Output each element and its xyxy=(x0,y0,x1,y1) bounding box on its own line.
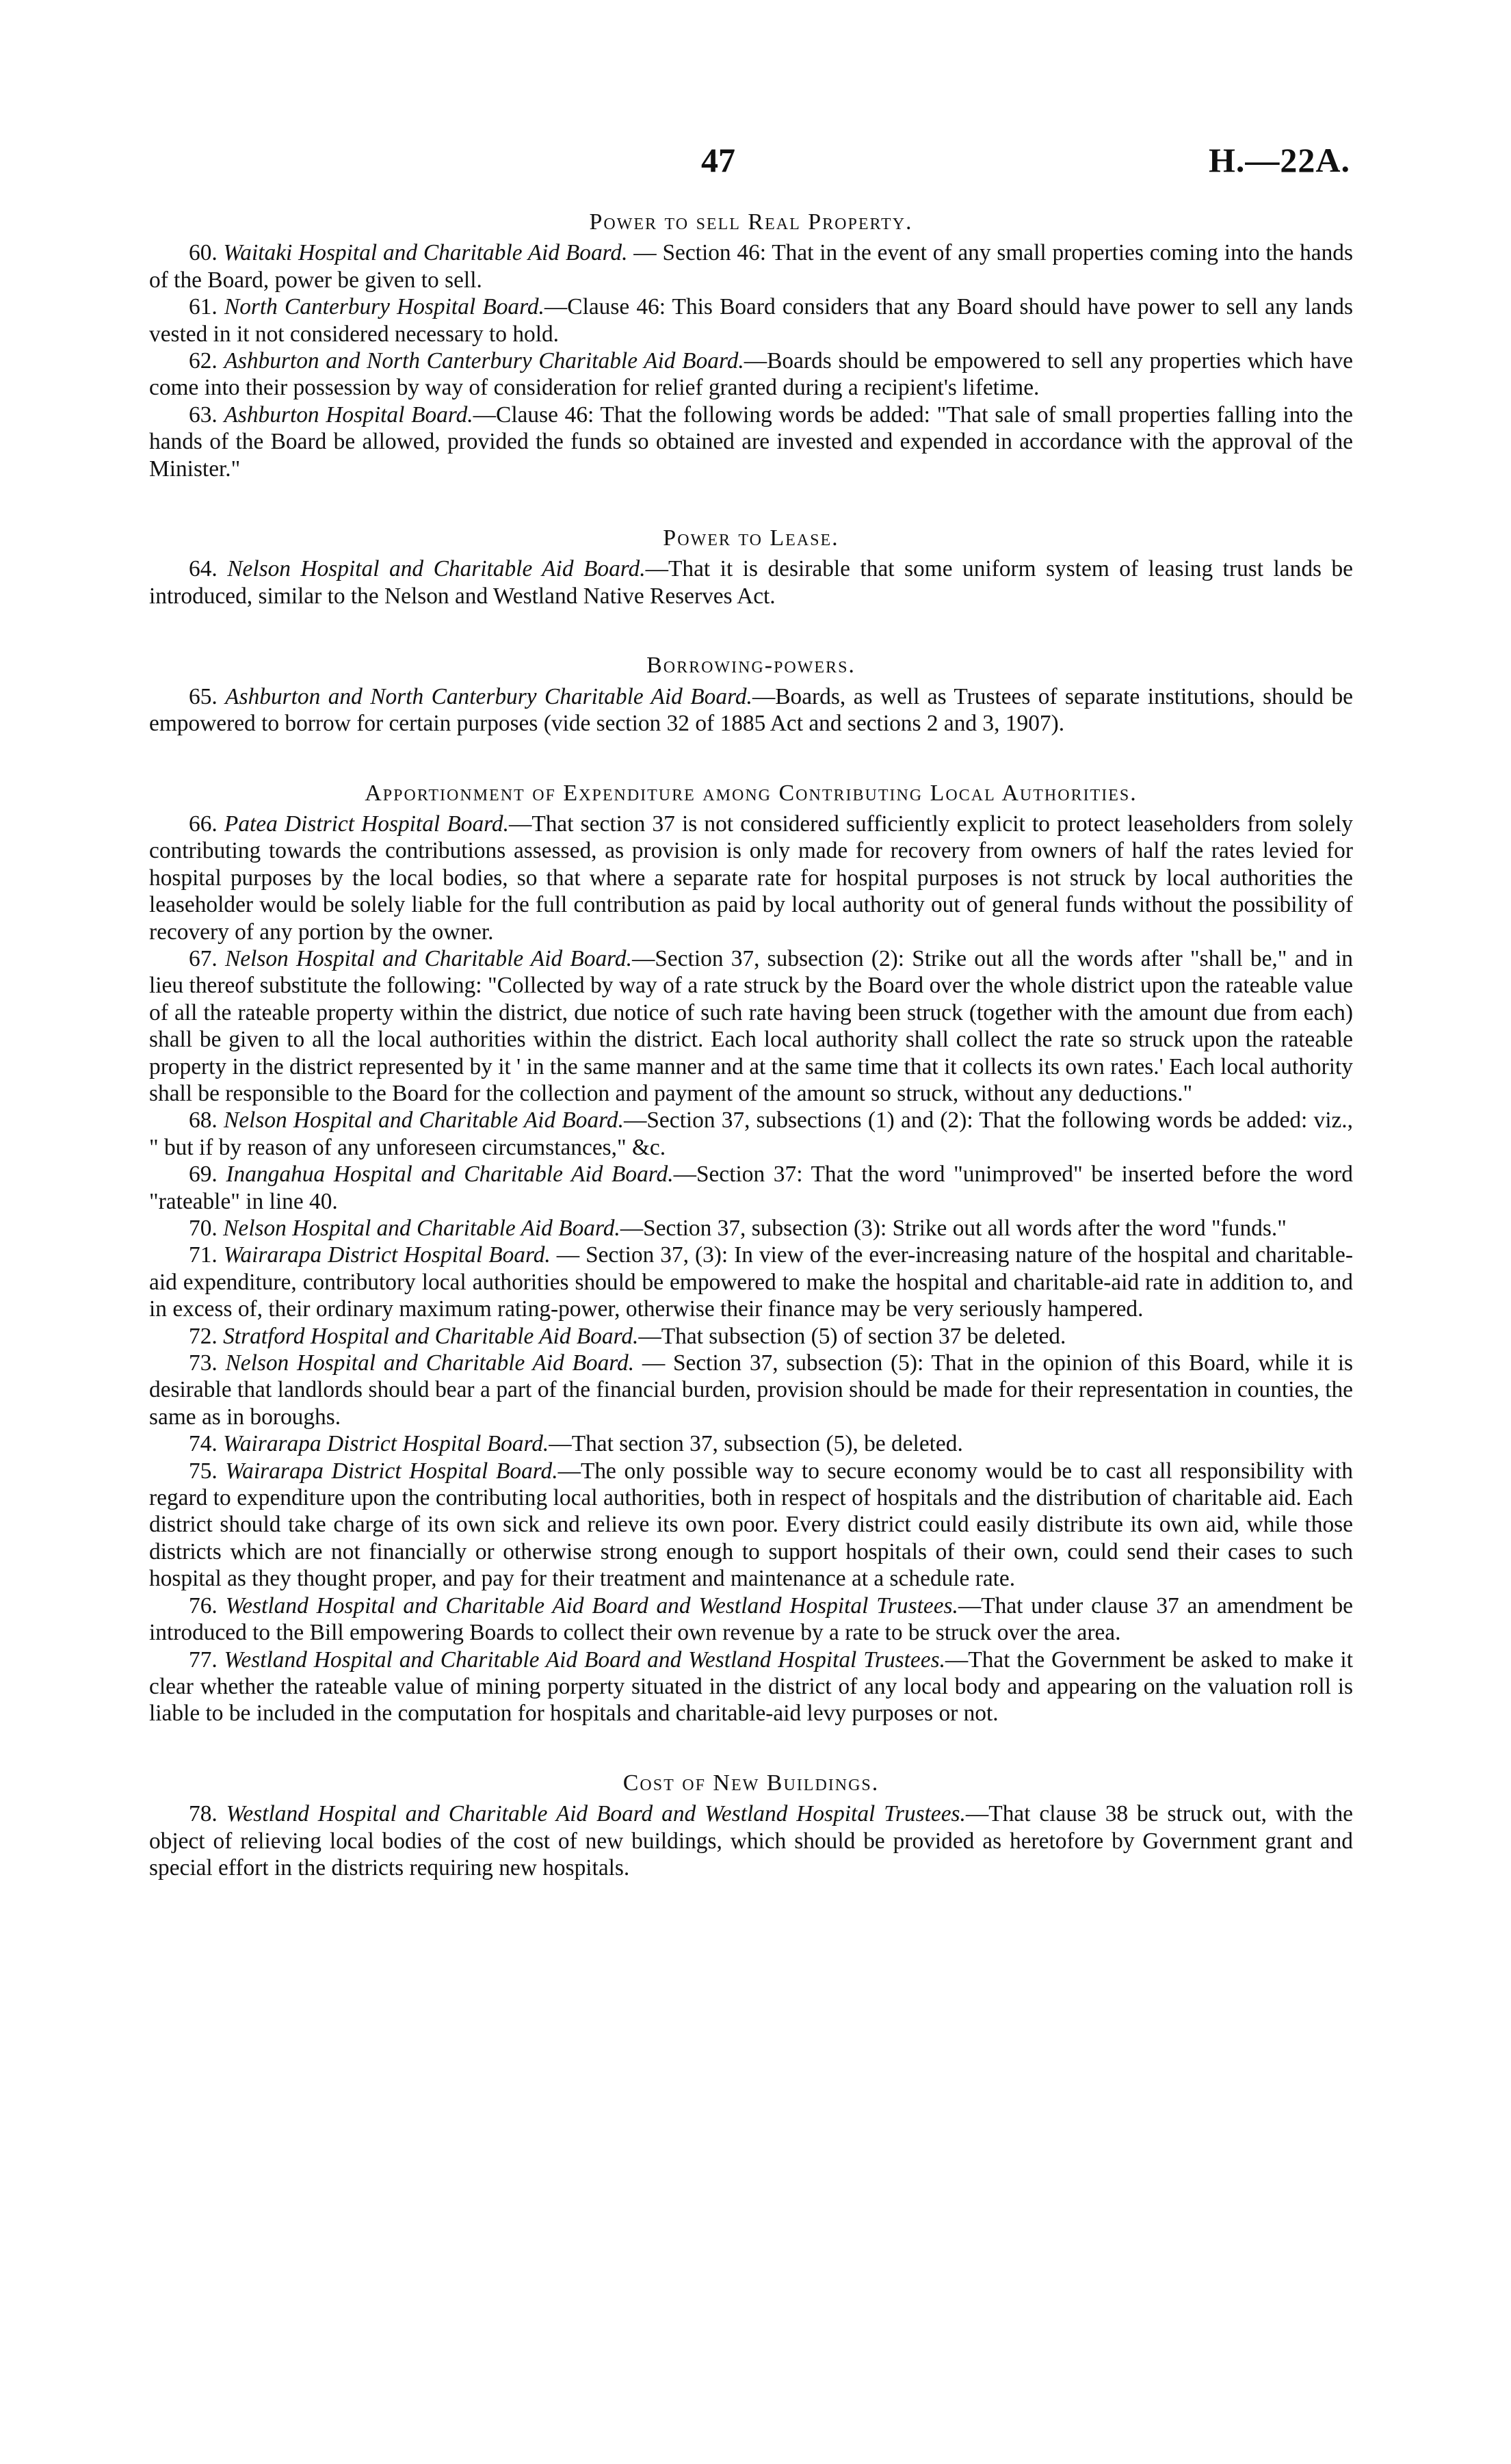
numbered-paragraph xyxy=(149,1593,1353,1647)
numbered-paragraph xyxy=(149,945,1353,1107)
section-heading: Power to sell Real Property. xyxy=(589,209,913,235)
paragraph-text: —Section 37, subsection (3): Strike out all words after the word "funds." xyxy=(620,1216,1287,1241)
authority-name: Waitaki Hospital and Charitable Aid Board. xyxy=(223,240,628,266)
paragraph-text: —That subsection (5) of section 37 be deleted. xyxy=(638,1323,1066,1349)
numbered-paragraph xyxy=(149,1323,1353,1350)
authority-name: Nelson Hospital and Charitable Aid Board. xyxy=(224,945,632,971)
paragraph-text: — Section 37, subsection (5): That in the opinion of this Board, while it is desirable that landlords should bear a part of the financial burden, provision should be made for their representation in counties, the same as in boroughs. xyxy=(149,1350,1353,1430)
paragraph-number: 76. xyxy=(189,1593,218,1618)
paragraph-number: 61. xyxy=(189,294,218,320)
paragraph-text: —That under clause 37 an amendment be introduced to the Bill empowering Boards to collect their own revenue by a rate to be struck over the area. xyxy=(149,1593,1353,1646)
section-heading: Cost of New Buildings. xyxy=(622,1770,880,1796)
numbered-paragraph xyxy=(149,348,1353,402)
numbered-paragraph xyxy=(149,1215,1353,1242)
paragraph-number: 60. xyxy=(189,240,218,266)
numbered-paragraph xyxy=(149,1161,1353,1215)
authority-name: Nelson Hospital and Charitable Aid Board. xyxy=(225,1350,635,1376)
paragraph-text: —That clause 38 be struck out, with the object of relieving local bodies of the cost of new buildings, which should be provided as heretofore by Government grant and special effort in the districts requiring new hospitals. xyxy=(149,1801,1353,1880)
authority-name: Patea District Hospital Board. xyxy=(224,811,509,837)
page-header xyxy=(0,140,1511,181)
authority-name: Ashburton and North Canterbury Charitable Aid Board. xyxy=(224,348,744,374)
authority-name: Westland Hospital and Charitable Aid Board and Westland Hospital Trustees. xyxy=(224,1647,945,1673)
paragraph-text: —That it is desirable that some uniform system of leasing trust lands be introduced, similar to the Nelson and Westland Native Reserves Act. xyxy=(149,556,1354,609)
paragraph-text: —Boards should be empowered to sell any properties which have come into their possession by way of consideration for relief granted during a recipient's lifetime. xyxy=(149,348,1353,401)
paragraph-text: — Section 46: That in the event of any small properties coming into the hands of the Board, power be given to sell. xyxy=(149,240,1353,293)
section-heading: Apportionment of Expenditure among Contributing Local Authorities. xyxy=(365,780,1138,806)
authority-name: Nelson Hospital and Charitable Aid Board. xyxy=(223,1108,624,1133)
authority-name: Westland Hospital and Charitable Aid Board and Westland Hospital Trustees. xyxy=(225,1593,958,1618)
authority-name: Nelson Hospital and Charitable Aid Board. xyxy=(227,556,646,582)
numbered-paragraph xyxy=(149,555,1353,610)
paragraph-number: 72. xyxy=(189,1323,218,1349)
paragraph-text: —The only possible way to secure economy would be to cast all responsibility with regard to expenditure upon the contributing local authorities, both in respect of hospitals and the distribution of charitable aid. Each district should take charge of its own sick and relieve its own poor. Every district could easily distribute its own aid, while those districts which are not financially or otherwise strong enough to support hospitals of their own, could send their cases to such hospital as they thought proper, and pay for their treatment and maintenance at a schedule rate. xyxy=(149,1458,1353,1592)
numbered-paragraph xyxy=(149,1458,1353,1593)
authority-name: Nelson Hospital and Charitable Aid Board. xyxy=(223,1216,620,1241)
section-heading: Power to Lease. xyxy=(663,525,839,551)
numbered-paragraph xyxy=(149,293,1353,348)
numbered-paragraph xyxy=(149,1242,1353,1322)
document-reference: H.—22A. xyxy=(1209,141,1350,179)
paragraph-number: 74. xyxy=(189,1431,218,1457)
paragraph-text: —Boards, as well as Trustees of separate institutions, should be empowered to borrow for certain purposes (vide section 32 of 1885 Act and sections 2 and 3, 1907). xyxy=(149,683,1353,737)
paragraph-text: —Section 37, subsection (2): Strike out all the words after "shall be," and in lieu thereof substitute the following: "Collected by way of a rate struck by the Board over the whole district upon the rateable value of all the rateable property within the district, due notice of such rate having been struck (together with the amount due from each) shall be given to all the local authorities within the district. Each local authority shall collect the rate so struck upon the rateable property in the district represented by it ' in the same manner and at the same time that it collects its own rates.' Each local authority shall be responsible to the Board for the collection and payment of the amount so struck, without any deductions." xyxy=(149,945,1353,1106)
authority-name: Ashburton and North Canterbury Charitable Aid Board. xyxy=(225,683,752,709)
paragraph-text: —Clause 46: That the following words be added: "That sale of small properties falling into the hands of the Board be allowed, provided the funds so obtained are invested and expended in accordance with the approval of the Minister." xyxy=(149,402,1353,482)
paragraph-number: 64. xyxy=(189,556,218,582)
numbered-paragraph xyxy=(149,1107,1353,1161)
paragraph-number: 66. xyxy=(189,811,218,837)
paragraph-number: 67. xyxy=(189,945,218,971)
paragraph-text: — Section 37, (3): In view of the ever-increasing nature of the hospital and charitable-aid expenditure, contributory local authorities should be empowered to make the hospital and charitable-aid rate in addition to, and in excess of, their ordinary maximum rating-power, otherwise their finance may be very seriously hampered. xyxy=(149,1242,1353,1322)
page-content xyxy=(149,209,1353,1881)
authority-name: Wairarapa District Hospital Board. xyxy=(225,1458,558,1484)
authority-name: Inangahua Hospital and Charitable Aid Board. xyxy=(226,1162,674,1188)
paragraph-number: 71. xyxy=(189,1242,218,1268)
authority-name: Westland Hospital and Charitable Aid Board and Westland Hospital Trustees. xyxy=(226,1801,966,1827)
numbered-paragraph xyxy=(149,683,1353,737)
paragraph-text: —That section 37 is not considered sufficiently explicit to protect leaseholders from solely contributing towards the contributions assessed, as provision is only made for recovery from owners of half the rates levied for hospital purposes by the local bodies, so that where a separate rate for hospital purposes is not struck by local authorities the leaseholder would be solely liable for the full contribution as paid by local authority out of general funds without the possibility of recovery of any portion by the owner. xyxy=(149,811,1353,945)
numbered-paragraph xyxy=(149,1647,1353,1727)
paragraph-number: 65. xyxy=(189,683,218,709)
authority-name: Stratford Hospital and Charitable Aid Board. xyxy=(223,1323,639,1349)
authority-name: North Canterbury Hospital Board. xyxy=(224,294,544,320)
paragraph-number: 70. xyxy=(189,1216,218,1241)
authority-name: Ashburton Hospital Board. xyxy=(224,402,473,428)
authority-name: Wairarapa District Hospital Board. xyxy=(223,1242,551,1268)
numbered-paragraph xyxy=(149,402,1353,482)
paragraph-number: 73. xyxy=(189,1350,218,1376)
paragraph-text: —That section 37, subsection (5), be deleted. xyxy=(549,1431,963,1457)
numbered-paragraph xyxy=(149,1800,1353,1881)
section-heading: Borrowing-powers. xyxy=(646,653,856,679)
paragraph-number: 78. xyxy=(189,1801,218,1827)
paragraph-text: —Section 37, subsections (1) and (2): That the following words be added: viz., " but if by reason of any unforeseen circumstances," &c. xyxy=(149,1108,1353,1160)
numbered-paragraph xyxy=(149,811,1353,945)
paragraph-text: —That the Government be asked to make it clear whether the rateable value of mining porperty situated in the district of any local body and appearing on the valuation roll is liable to be included in the computation for hospitals and charitable-aid levy purposes or not. xyxy=(149,1647,1353,1727)
paragraph-number: 75. xyxy=(189,1458,218,1484)
paragraph-number: 68. xyxy=(189,1108,218,1133)
paragraph-number: 62. xyxy=(189,348,218,374)
paragraph-number: 63. xyxy=(189,402,218,428)
paragraph-text: —Section 37: That the word "unimproved" be inserted before the word "rateable" in line 40. xyxy=(149,1162,1353,1214)
paragraph-number: 77. xyxy=(189,1647,218,1673)
authority-name: Wairarapa District Hospital Board. xyxy=(223,1431,549,1457)
numbered-paragraph xyxy=(149,239,1353,293)
paragraph-text: —Clause 46: This Board considers that any Board should have power to sell any lands vested in it not considered necessary to hold. xyxy=(149,294,1353,347)
numbered-paragraph xyxy=(149,1350,1353,1430)
paragraph-number: 69. xyxy=(189,1162,218,1188)
numbered-paragraph xyxy=(149,1430,1353,1457)
page-number: 47 xyxy=(701,141,735,179)
